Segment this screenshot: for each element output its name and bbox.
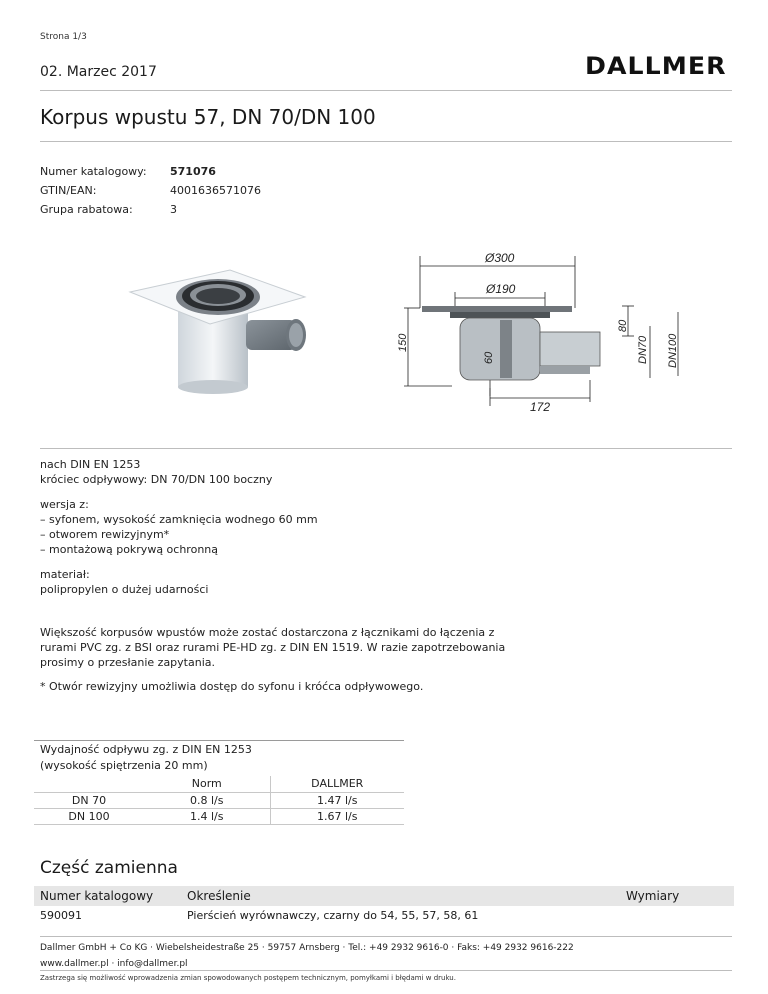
divider: [40, 141, 732, 142]
spare-parts-title: Część zamienna: [40, 858, 178, 878]
table-cell: 0.8 l/s: [144, 792, 270, 808]
divider: [40, 936, 732, 937]
material-heading: materiał:: [40, 568, 90, 581]
discount-group: 3: [170, 203, 177, 216]
company-contact: www.dallmer.pl · info@dallmer.pl: [40, 959, 188, 969]
table-header-cell: [34, 776, 144, 792]
meta-label: Grupa rabatowa:: [40, 203, 133, 216]
dim-80: 80: [617, 319, 629, 332]
spare-part-number: 590091: [40, 909, 82, 922]
version-item: – otworem rewizyjnym*: [40, 528, 170, 541]
spare-part-description: Pierścień wyrównawczy, czarny do 54, 55, 57, 58, 61: [187, 909, 479, 922]
dim-inner-diameter: Ø190: [486, 282, 516, 296]
table-cell: DN 70: [34, 792, 144, 808]
product-meta: [40, 162, 261, 219]
spare-header-number: Numer katalogowy: [40, 889, 154, 903]
flow-table-subcaption: (wysokość spiętrzenia 20 mm): [40, 759, 208, 772]
material-block: [40, 567, 208, 597]
version-item: – montażową pokrywą ochronną: [40, 543, 218, 556]
meta-label: Numer katalogowy:: [40, 165, 147, 178]
company-footer: [40, 940, 574, 972]
meta-row-catalog-number: [40, 162, 261, 181]
divider: [40, 970, 732, 971]
dim-172: 172: [530, 400, 551, 414]
version-item: – syfonem, wysokość zamknięcia wodnego 60 mm: [40, 513, 318, 526]
disclaimer: Zastrzega się możliwość wprowadzenia zmian spowodowanych postępem technicznym, pomyłkami i błędami w druku.: [40, 974, 456, 982]
document-date: 02. Marzec 2017: [40, 64, 157, 80]
table-cell: 1.47 l/s: [270, 792, 404, 808]
table-cell: 1.4 l/s: [144, 808, 270, 824]
table-row: [34, 808, 404, 824]
version-block: [40, 497, 318, 557]
table-cell: DN 100: [34, 808, 144, 824]
dim-height: 150: [397, 333, 409, 352]
brand-logo: DALLMER: [585, 52, 727, 80]
version-heading: wersja z:: [40, 498, 89, 511]
spare-header-description: Określenie: [187, 889, 251, 903]
meta-label: GTIN/EAN:: [40, 184, 97, 197]
table-header-cell: DALLMER: [270, 776, 404, 792]
dim-dn70: DN70: [637, 335, 649, 364]
note-line: Większość korpusów wpustów może zostać dostarczona z łącznikami do łączenia z: [40, 626, 495, 639]
dim-outer-diameter: Ø300: [485, 251, 515, 265]
table-top-rule: [34, 740, 404, 741]
spare-parts-header: [34, 886, 734, 906]
flow-table-grid: [34, 776, 404, 825]
dim-60: 60: [483, 351, 495, 364]
outlet-line: króciec odpływowy: DN 70/DN 100 boczny: [40, 473, 273, 486]
spare-header-dimensions: Wymiary: [626, 889, 680, 903]
catalog-number: 571076: [170, 165, 216, 178]
material-value: polipropylen o dużej udarności: [40, 583, 209, 596]
table-header-cell: Norm: [144, 776, 270, 792]
gtin-number: 4001636571076: [170, 184, 261, 197]
company-address: Dallmer GmbH + Co KG · Wiebelsheidestraße 25 · 59757 Arnsberg · Tel.: +49 2932 9616-0 · Faks: +49 2932 9616-222: [40, 943, 574, 953]
dim-dn100: DN100: [667, 333, 679, 368]
flow-table: [34, 742, 404, 825]
divider: [40, 90, 732, 91]
standard-line: nach DIN EN 1253: [40, 458, 141, 471]
page-title: Korpus wpustu 57, DN 70/DN 100: [40, 105, 376, 129]
divider: [40, 448, 732, 449]
note-line: prosimy o przesłanie zapytania.: [40, 656, 215, 669]
page-number: Strona 1/3: [40, 32, 87, 42]
footnote: * Otwór rewizyjny umożliwia dostęp do syfonu i króćca odpływowego.: [40, 680, 424, 693]
note-block: [40, 625, 505, 670]
meta-row-discount-group: [40, 200, 261, 219]
product-image: [120, 262, 320, 397]
standard-block: [40, 457, 272, 487]
flow-table-caption: Wydajność odpływu zg. z DIN EN 1253: [40, 743, 252, 756]
table-row: [34, 792, 404, 808]
table-header-row: [34, 776, 404, 792]
note-line: rurami PVC zg. z BSI oraz rurami PE-HD zg. z DIN EN 1519. W razie zapotrzebowania: [40, 641, 506, 654]
technical-drawing: [390, 248, 700, 418]
meta-row-gtin: [40, 181, 261, 200]
table-cell: 1.67 l/s: [270, 808, 404, 824]
spare-part-row: [34, 906, 734, 926]
